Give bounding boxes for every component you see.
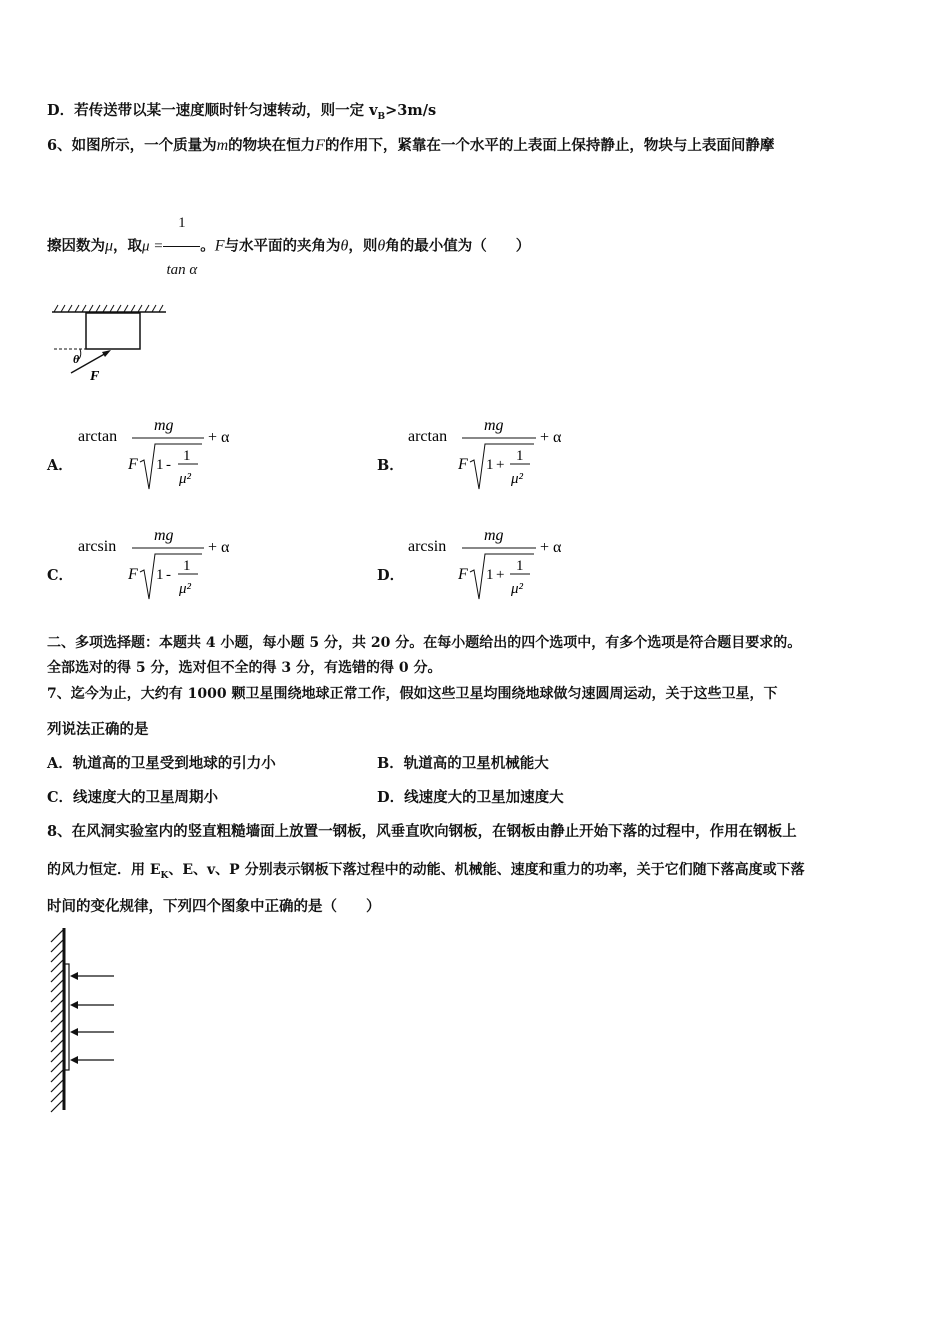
q8-stem-line3: 时间的变化规律，下列四个图象中正确的是（ ） xyxy=(47,898,381,915)
inner-frac-den: μ² xyxy=(179,581,192,597)
option-b-formula xyxy=(406,414,586,496)
inner-frac-den: μ² xyxy=(179,471,192,487)
inner-frac-num: 1 xyxy=(516,558,524,574)
inner-frac-den: μ² xyxy=(511,471,524,487)
denominator-F: F xyxy=(128,456,138,473)
sqrt-one: 1 xyxy=(486,567,494,583)
force-label: F xyxy=(90,369,100,384)
sqrt-sign-op: - xyxy=(166,457,171,473)
q6-text: ，取 xyxy=(113,237,143,255)
q7-stem-line2: 列说法正确的是 xyxy=(47,721,149,738)
wind-arrows xyxy=(73,976,114,1060)
option-label: D． xyxy=(377,567,405,584)
option-label: C． xyxy=(47,567,74,584)
denominator-F: F xyxy=(458,456,468,473)
denominator-F: F xyxy=(128,566,138,583)
sqrt-sign xyxy=(140,554,202,599)
option-a-formula xyxy=(76,414,256,496)
func-name: arcsin xyxy=(408,538,447,555)
inner-frac-num: 1 xyxy=(516,448,524,464)
q8-stem-line1: 8、在风洞实验室内的竖直粗糙墙面上放置一钢板，风垂直吹向钢板，在钢板由静止开始下落的过程中，作用在钢板上 xyxy=(47,823,797,840)
q5-option-d-suffix: >3m/s xyxy=(385,102,437,119)
sqrt-one: 1 xyxy=(156,457,164,473)
tail: + α xyxy=(540,539,562,556)
ceiling-hatch xyxy=(54,305,163,312)
q5-option-d-subscript: B xyxy=(377,111,386,122)
wind-arrowhead-4 xyxy=(70,1056,78,1064)
inner-frac-num: 1 xyxy=(183,558,191,574)
sqrt-sign-op: + xyxy=(496,567,505,583)
force-arrowhead xyxy=(102,350,111,357)
sqrt-sign xyxy=(140,444,202,489)
var-mu: μ xyxy=(105,237,114,255)
inner-frac-num: 1 xyxy=(183,448,191,464)
var-m: m xyxy=(216,137,229,154)
tail: + α xyxy=(208,429,230,446)
var-theta: θ xyxy=(377,237,386,255)
func-name: arctan xyxy=(408,428,448,445)
q7-option-c: C．线速度大的卫星周期小 xyxy=(47,789,219,806)
q8-stem-line2 xyxy=(47,860,805,886)
angle-arc xyxy=(79,349,81,359)
q6-text: 擦因数为 xyxy=(47,237,105,255)
mu-fraction xyxy=(163,200,200,293)
q7-stem-line1: 7、迄今为止，大约有 1000 颗卫星围绕地球正常工作，假如这些卫星均围绕地球做匀速圆周运动，关于这些卫星，下 xyxy=(47,686,778,702)
inner-frac-den: μ² xyxy=(511,581,524,597)
q5-option-d-text: D．若传送带以某一速度顺时针匀速转动，则一定 v xyxy=(47,102,378,119)
option-label: B． xyxy=(377,457,404,474)
var-F: F xyxy=(315,137,325,154)
mu-fraction-den: tan α xyxy=(166,262,198,278)
numerator: mg xyxy=(484,527,504,544)
sqrt-one: 1 xyxy=(486,457,494,473)
numerator: mg xyxy=(154,417,174,434)
q8-text: 、E、v、P 分别表示钢板下落过程中的动能、机械能、速度和重力的功率，关于它们随下落高度或下落 xyxy=(168,862,805,878)
steel-plate xyxy=(65,964,69,1070)
q7-option-d: D．线速度大的卫星加速度大 xyxy=(377,789,564,806)
var-theta: θ xyxy=(340,237,349,255)
wind-arrowhead-1 xyxy=(70,972,78,980)
q6-text: 角的最小值为（ ） xyxy=(385,237,531,255)
q6-text: 6、如图所示，一个质量为 xyxy=(47,137,217,154)
wall-hatch xyxy=(51,930,63,1112)
numerator: mg xyxy=(484,417,504,434)
section2-line1: 二、多项选择题：本题共 4 小题，每小题 5 分，共 20 分。在每小题给出的四个选项中，有多个选项是符合题目要求的。 xyxy=(47,635,802,651)
func-name: arcsin xyxy=(78,538,117,555)
q7-option-b: B．轨道高的卫星机械能大 xyxy=(377,755,549,772)
q6-stem-line1 xyxy=(47,136,774,156)
sqrt-sign-op: + xyxy=(496,457,505,473)
q8-figure xyxy=(40,926,130,1114)
wind-arrowhead-3 xyxy=(70,1028,78,1036)
q8-subscript-k: K xyxy=(160,870,169,881)
mu-fraction-num: 1 xyxy=(163,200,200,247)
tail: + α xyxy=(540,429,562,446)
q5-option-d xyxy=(47,101,436,127)
q6-text: 与水平面的夹角为 xyxy=(224,237,341,255)
theta-label: θ xyxy=(73,352,80,366)
block xyxy=(86,313,140,349)
q6-text: 的作用下，紧靠在一个水平的上表面上保持静止，物块与上表面间静摩 xyxy=(324,137,775,154)
section2-line2: 全部选对的得 5 分，选对但不全的得 3 分，有选错的得 0 分。 xyxy=(47,660,442,676)
option-label: A． xyxy=(47,457,73,474)
q7-option-a: A．轨道高的卫星受到地球的引力小 xyxy=(47,755,276,772)
func-name: arctan xyxy=(78,428,118,445)
var-F: F xyxy=(214,237,225,255)
q6-text: ，则 xyxy=(348,237,378,255)
denominator-F: F xyxy=(458,566,468,583)
option-d-formula xyxy=(406,524,586,606)
sqrt-one: 1 xyxy=(156,567,164,583)
numerator: mg xyxy=(154,527,174,544)
q6-text: 。 xyxy=(200,237,215,255)
sqrt-sign-op: - xyxy=(166,567,171,583)
q6-figure xyxy=(46,302,176,384)
option-c-formula xyxy=(76,524,256,606)
q6-text: 的物块在恒力 xyxy=(228,137,316,154)
wind-arrowhead-2 xyxy=(70,1001,78,1009)
mu-equation: μ = xyxy=(142,238,164,255)
q6-stem-line2 xyxy=(47,200,530,293)
tail: + α xyxy=(208,539,230,556)
q8-text: 的风力恒定．用 E xyxy=(47,862,161,878)
